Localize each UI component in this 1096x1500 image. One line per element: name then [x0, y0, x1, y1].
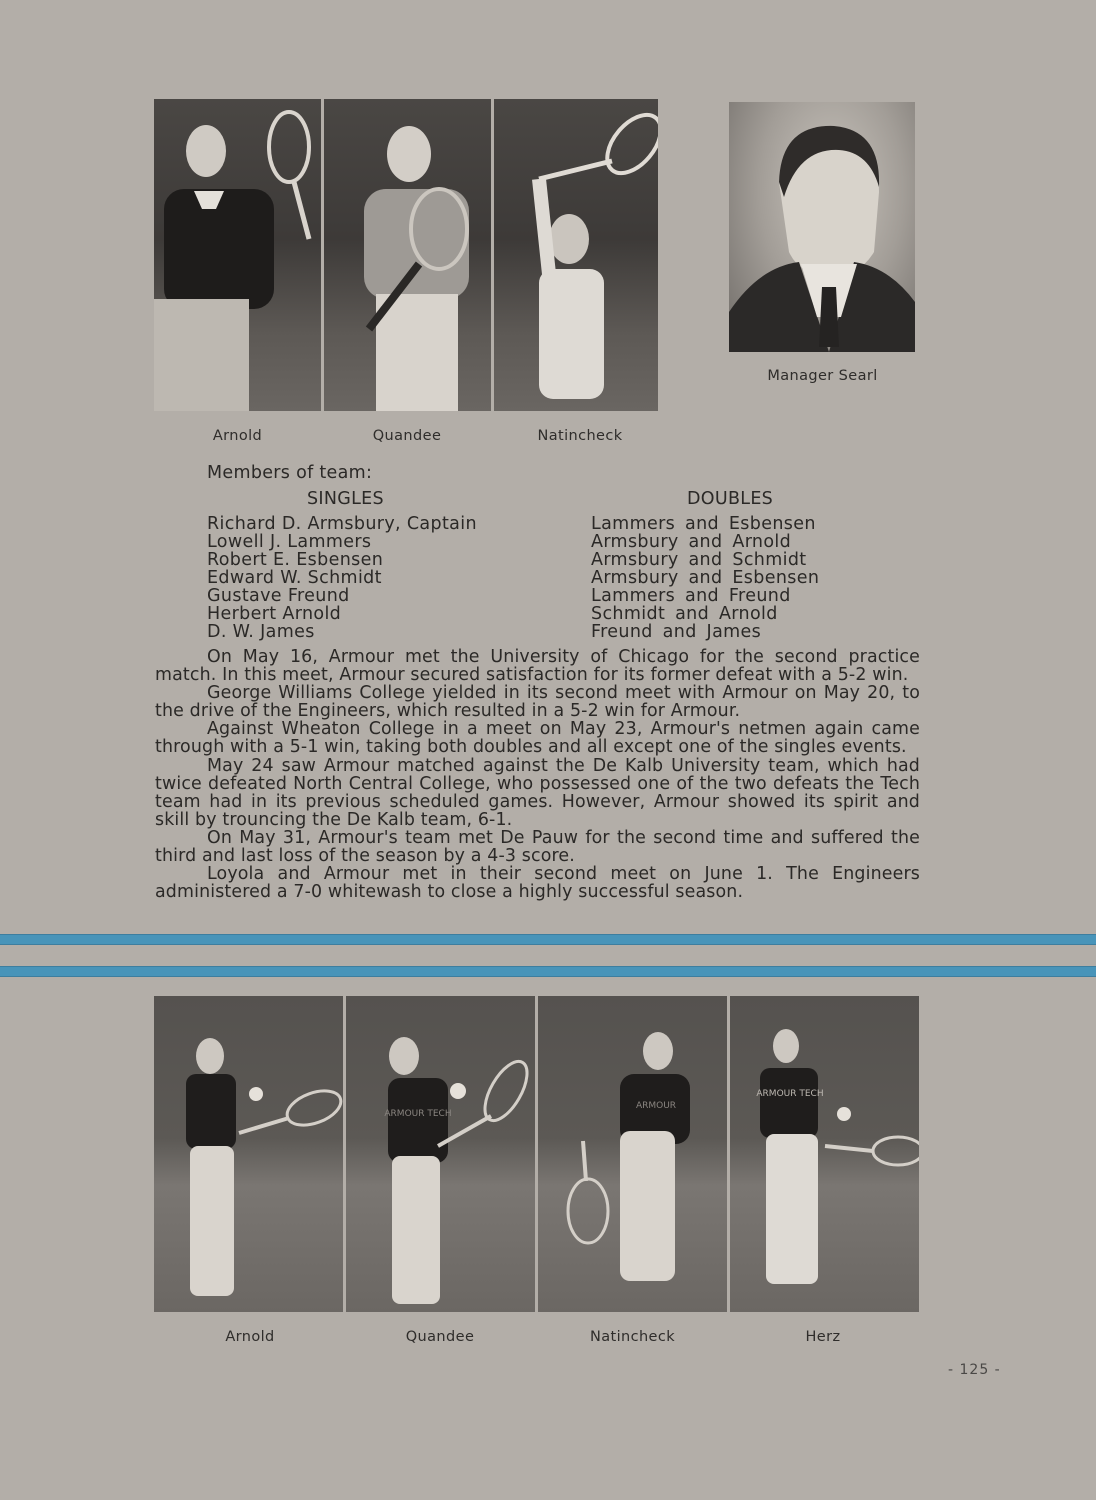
season-summary [155, 648, 920, 901]
singles-player: Gustave Freund [207, 586, 350, 606]
singles-player: Richard D. Armsbury, Captain [207, 514, 477, 534]
doubles-pair: Schmidt and Arnold [591, 604, 778, 624]
caption-natincheck-bottom: Natincheck [589, 1329, 676, 1345]
caption-arnold-top: Arnold [212, 428, 263, 444]
singles-player: Edward W. Schmidt [207, 568, 382, 588]
player-figure-icon [154, 99, 321, 411]
photo-natincheck-top [494, 99, 658, 411]
doubles-heading: DOUBLES [687, 489, 774, 509]
doubles-pair: Lammers and Freund [591, 586, 791, 606]
caption-natincheck-top: Natincheck [537, 428, 623, 444]
player-figure-icon [154, 996, 343, 1312]
singles-player: Robert E. Esbensen [207, 550, 384, 570]
singles-list [207, 515, 477, 641]
photo-arnold-top [154, 99, 321, 411]
doubles-pair: Armsbury and Arnold [591, 532, 792, 552]
photo-quandee-bottom [346, 996, 535, 1312]
player-figure-icon [324, 99, 491, 411]
sweater-lettering: ARMOUR TECH [384, 1109, 452, 1119]
paragraph-george-williams: George Williams College yielded in its second meet with Armour on May 20, to the drive of the Engineers, which resulted in a 5-2 win for Armour. [155, 683, 920, 722]
photo-natincheck-bottom [538, 996, 727, 1312]
doubles-pair: Armsbury and Esbensen [591, 568, 820, 588]
doubles-pair: Armsbury and Schmidt [591, 550, 807, 570]
caption-manager-searl: Manager Searl [767, 368, 878, 384]
caption-arnold-bottom: Arnold [225, 1329, 275, 1345]
sweater-lettering: ARMOUR [635, 1101, 677, 1111]
photo-herz-bottom [730, 996, 919, 1312]
photo-manager-searl [729, 102, 915, 352]
caption-herz-bottom: Herz [805, 1329, 841, 1345]
paragraph-loyola: Loyola and Armour met in their second meet on June 1. The Engineers administered a 7-0 whitewash to close a highly successful season. [155, 864, 920, 903]
doubles-pair: Lammers and Esbensen [591, 514, 816, 534]
singles-player: Herbert Arnold [207, 604, 342, 624]
singles-player: Lowell J. Lammers [207, 532, 372, 552]
divider-rule-top [0, 934, 1096, 945]
portrait-figure-icon [729, 102, 915, 352]
player-figure-icon [538, 996, 727, 1312]
divider-rule-bottom [0, 966, 1096, 977]
paragraph-de-kalb: May 24 saw Armour matched against the De Kalb University team, which had twice defeated North Central College, who possessed one of the two defeats the Tech team had in its previous scheduled games. However, Armour showed its spirit and skill by trouncing the De Kalb team, 6-1. [155, 755, 920, 830]
paragraph-de-pauw: On May 31, Armour's team met De Pauw for the second time and suffered the third and last loss of the season by a 4-3 score. [155, 827, 920, 867]
paragraph-wheaton: Against Wheaton College in a meet on May 23, Armour's netmen again came through with a 5-1 win, taking both doubles and all except one of the singles events. [155, 719, 920, 758]
player-figure-icon [730, 996, 919, 1312]
caption-quandee-top: Quandee [372, 428, 442, 444]
sweater-lettering: ARMOUR TECH [756, 1089, 824, 1099]
members-heading: Members of team: [207, 463, 373, 483]
photo-arnold-bottom [154, 996, 343, 1312]
doubles-pair: Freund and James [591, 622, 762, 642]
singles-heading: SINGLES [307, 489, 384, 509]
player-figure-icon [494, 99, 658, 411]
photo-quandee-top [324, 99, 491, 411]
caption-quandee-bottom: Quandee [405, 1329, 475, 1345]
paragraph-chicago: On May 16, Armour met the University of Chicago for the second practice match. In this meet, Armour secured satisfaction for its former defeat with a 5-2 win. [155, 647, 920, 686]
doubles-list [591, 515, 819, 641]
player-figure-icon [346, 996, 535, 1312]
singles-player: D. W. James [207, 622, 315, 642]
page-number: - 125 - [948, 1362, 1001, 1378]
